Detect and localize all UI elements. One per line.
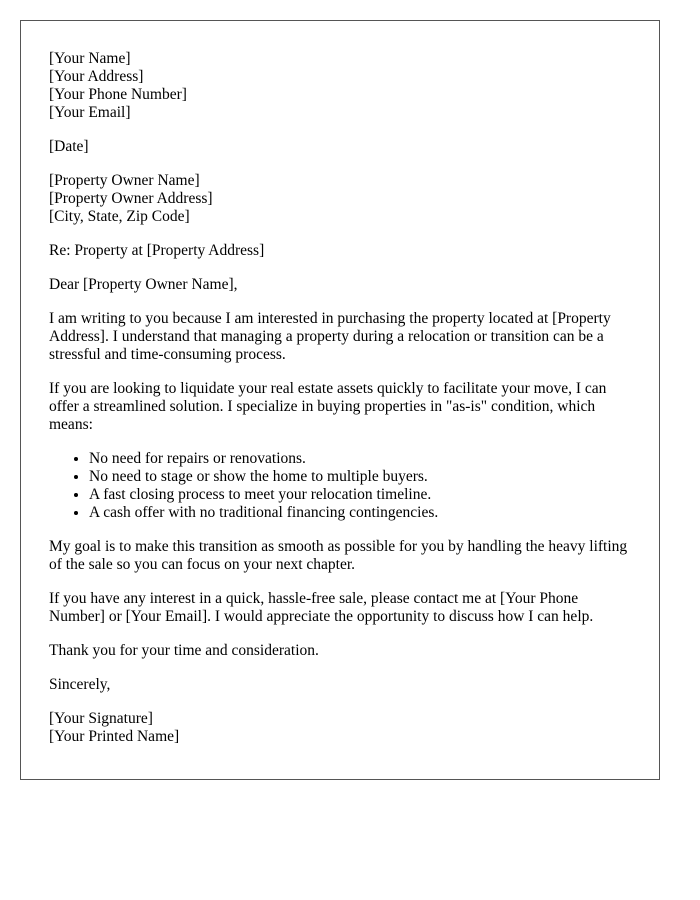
sender-email: [Your Email]	[49, 104, 131, 121]
sender-address: [Your Address]	[49, 68, 144, 85]
intro-paragraph: I am writing to you because I am interested in purchasing the property located at [Property Address]. I understand that managing a property during a relocation or transition can be a stressful and time-consuming process.	[49, 310, 611, 363]
closing: Sincerely,	[49, 676, 111, 693]
benefits-list	[49, 450, 631, 522]
sender-name: [Your Name]	[49, 50, 131, 67]
letter-document	[20, 20, 660, 780]
offer-paragraph: If you are looking to liquidate your real estate assets quickly to facilitate your move, I can offer a streamlined solution. I specialize in buying properties in "as-is" condition, which means:	[49, 380, 607, 433]
subject-line: Re: Property at [Property Address]	[49, 242, 265, 259]
list-item: • No need to stage or show the home to multiple buyers.	[89, 468, 631, 486]
recipient-block	[49, 172, 631, 226]
list-item: • A fast closing process to meet your relocation timeline.	[89, 486, 631, 504]
date-block	[49, 138, 631, 156]
signature-block	[49, 710, 631, 746]
recipient-address: [Property Owner Address]	[49, 190, 213, 207]
list-item: • A cash offer with no traditional financing contingencies.	[89, 504, 631, 522]
sender-phone: [Your Phone Number]	[49, 86, 187, 103]
printed-name: [Your Printed Name]	[49, 728, 180, 745]
sender-block	[49, 50, 631, 122]
salutation: Dear [Property Owner Name],	[49, 276, 238, 293]
recipient-city-state-zip: [City, State, Zip Code]	[49, 208, 190, 225]
signature-placeholder: [Your Signature]	[49, 710, 153, 727]
thanks-paragraph: Thank you for your time and consideration.	[49, 642, 319, 659]
goal-paragraph: My goal is to make this transition as smooth as possible for you by handling the heavy lifting of the sale so you can focus on your next chapter.	[49, 538, 628, 573]
contact-paragraph: If you have any interest in a quick, hassle-free sale, please contact me at [Your Phone Number] or [Your Email]. I would appreciate the opportunity to discuss how I can help.	[49, 590, 594, 625]
letter-date: [Date]	[49, 138, 89, 155]
recipient-name: [Property Owner Name]	[49, 172, 200, 189]
list-item: • No need for repairs or renovations.	[89, 450, 631, 468]
